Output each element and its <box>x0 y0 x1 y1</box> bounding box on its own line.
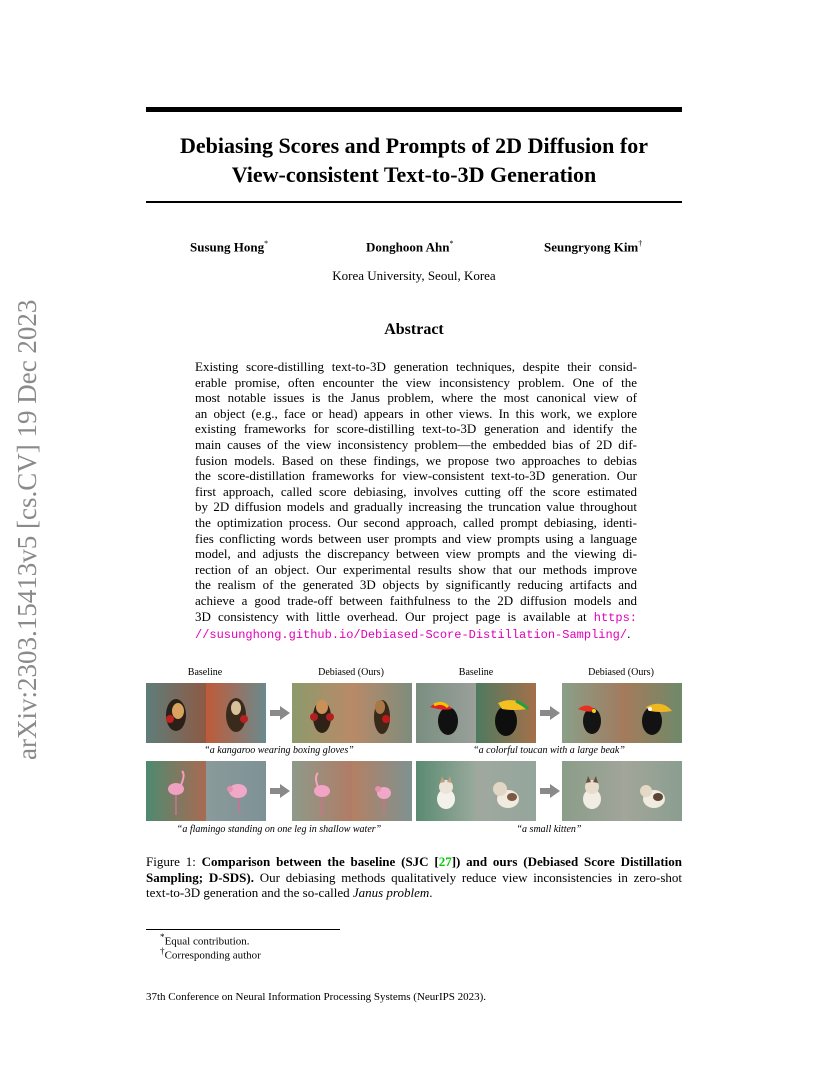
figure-caption: Figure 1: Comparison between the baseline (SJC [27]) and ours (Debiased Score Distillation Sampling; D-SDS). Our debiasing methods qualitatively reduce view inconsistencies in zero-shot text-to-3D generation and the so-called Janus problem. <box>146 854 683 901</box>
abstract-line: Existing score-distilling text-to-3D generation techniques, despite their consid- <box>195 359 637 374</box>
kitten-baseline-view-1 <box>416 761 476 821</box>
abstract-line-with-link: 3D consistency with little overhead. Our project page is available at https: <box>195 608 637 625</box>
kitten-baseline-view-2 <box>476 761 536 821</box>
prompt-kangaroo: “a kangaroo wearing boxing gloves” <box>204 745 354 756</box>
abstract-line: most notable issues is the Janus problem, where the most canonical view of <box>195 390 637 406</box>
kangaroo-debiased-view-1 <box>292 683 352 743</box>
prompt-kitten: “a small kitten” <box>516 824 582 835</box>
footnote-2: †Corresponding author <box>160 946 261 962</box>
toucan-baseline-view-2 <box>476 683 536 743</box>
arxiv-id: arXiv:2303.15413v5 [cs.CV] 19 Dec 2023 <box>12 299 42 760</box>
label-baseline-right: Baseline <box>458 667 494 678</box>
title-bottom-rule <box>146 201 682 203</box>
abstract-line: fusion models. Based on these findings, we propose two approaches to debias <box>195 452 637 468</box>
arrow-icon <box>540 706 560 720</box>
title-line-1: Debiasing Scores and Prompts of 2D Diffusion for <box>180 133 648 158</box>
footnote-1: *Equal contribution. <box>160 932 250 948</box>
flamingo-debiased-view-2 <box>352 761 412 821</box>
kangaroo-baseline-view-1 <box>146 683 206 743</box>
abstract-line: the optimization process. Our second approach, called prompt debiasing, identi- <box>195 514 637 530</box>
arrow-icon <box>270 706 290 720</box>
author-1: Susung Hong* <box>190 239 269 255</box>
label-baseline-left: Baseline <box>187 667 223 678</box>
toucan-debiased-view-1 <box>562 683 622 743</box>
conference-note: 37th Conference on Neural Information Processing Systems (NeurIPS 2023). <box>146 991 487 1003</box>
abstract-line: achieve a good trade-off between faithfulness to the 2D diffusion models and <box>195 592 637 608</box>
toucan-baseline-view-1 <box>416 683 476 743</box>
flamingo-baseline-view-1 <box>146 761 206 821</box>
arxiv-sidebar-stamp <box>12 280 46 760</box>
prompt-flamingo: “a flamingo standing on one leg in shallow water” <box>176 824 382 835</box>
abstract-line: first approach, called score debiasing, involves cutting off the score estimated <box>195 483 637 499</box>
abstract-line: the realism of the generated 3D objects by significantly reducing artifacts and <box>195 577 637 593</box>
flamingo-baseline-view-2 <box>206 761 266 821</box>
abstract-line: the score-distillation frameworks for view-consistent text-to-3D generation. Our <box>195 468 637 484</box>
reference-link[interactable]: 27 <box>438 854 452 869</box>
abstract-body <box>195 359 637 644</box>
affiliation: Korea University, Seoul, Korea <box>332 268 496 283</box>
arrow-icon <box>540 784 560 798</box>
abstract-line: an object (e.g., face or head) appears in other views. In this work, we explore <box>195 405 637 421</box>
kitten-debiased-view-1 <box>562 761 622 821</box>
abstract-line: fies conflicting words between user prompts and view prompts using a language <box>195 530 637 546</box>
kangaroo-debiased-view-2 <box>352 683 412 743</box>
prompt-toucan: “a colorful toucan with a large beak” <box>473 745 625 756</box>
abstract-heading: Abstract <box>384 321 444 338</box>
title-line-2: View-consistent Text-to-3D Generation <box>231 162 597 187</box>
abstract-line: by 2D diffusion models and gradually increasing the truncation value throughout <box>195 499 637 515</box>
label-debiased-right: Debiased (Ours) <box>588 667 654 678</box>
title-top-rule <box>146 107 682 112</box>
abstract-line: model, and adjusts the discrepancy between view prompts and the viewing di- <box>195 546 637 562</box>
abstract-line: main causes of the view inconsistency problem—the embedded bias of 2D dif- <box>195 436 637 452</box>
flamingo-debiased-view-1 <box>292 761 352 821</box>
project-link[interactable]: //susunghong.github.io/Debiased-Score-Distillation-Sampling/ <box>195 628 628 643</box>
project-link-start[interactable]: https: <box>593 610 637 625</box>
author-2: Donghoon Ahn* <box>366 239 454 255</box>
paper-title <box>146 131 682 189</box>
abstract-link-line: //susunghong.github.io/Debiased-Score-Distillation-Sampling/. <box>195 626 631 643</box>
arrow-icon <box>270 784 290 798</box>
kangaroo-baseline-view-2 <box>206 683 266 743</box>
abstract-line: existing frameworks for score-distilling text-to-3D generation and identify the <box>195 421 637 437</box>
label-debiased-left: Debiased (Ours) <box>318 667 384 678</box>
footnote-rule <box>146 929 340 930</box>
abstract-line: rection of an object. Our experimental results show that our methods improve <box>195 561 637 577</box>
author-3: Seungryong Kim† <box>544 239 643 255</box>
toucan-debiased-view-2 <box>622 683 682 743</box>
abstract-line: erable promise, often encounter the view inconsistency problem. One of the <box>195 374 637 390</box>
kitten-debiased-view-2 <box>622 761 682 821</box>
